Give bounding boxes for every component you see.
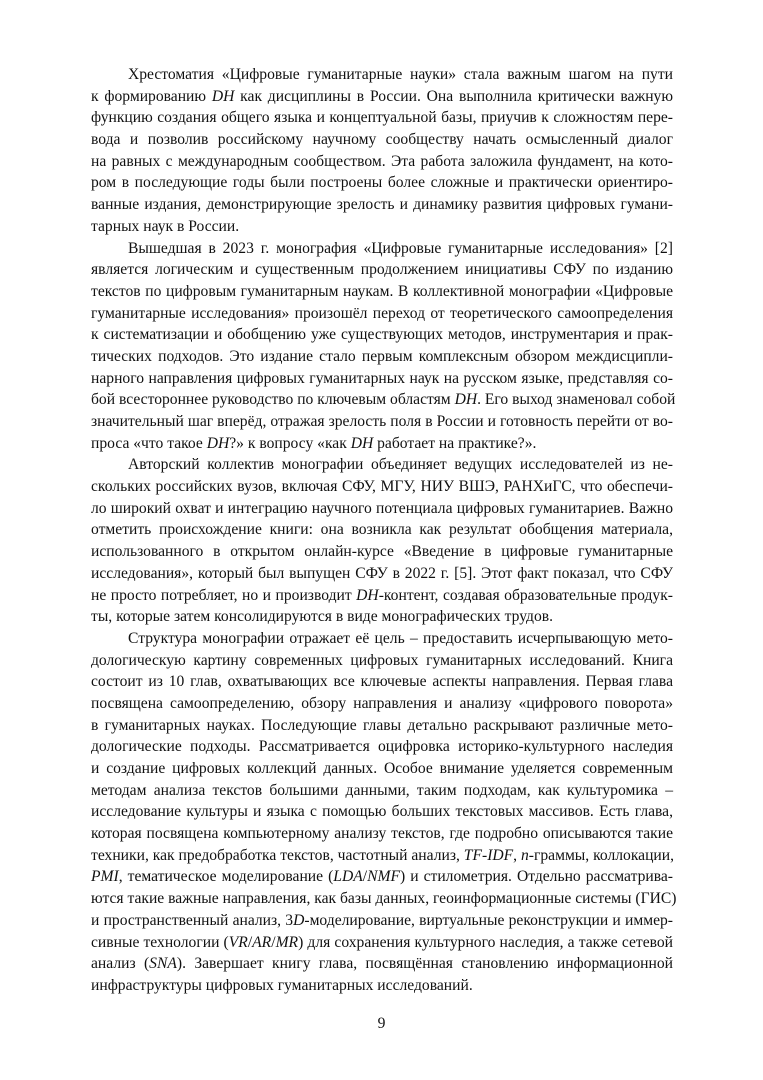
text-line: текстов по цифровым гуманитарным наукам. В коллективной монографии «Цифровые bbox=[91, 282, 673, 300]
text-line: использованного в открытом онлайн-курсе «Введение в цифровые гуманитарные bbox=[91, 543, 673, 561]
text-line: вода и позволив российскому научному сообществу начать осмысленный диалог bbox=[91, 131, 673, 149]
text-line: исследования», который был выпущен СФУ в 2022 г. [5]. Этот факт показал, что СФУ bbox=[91, 564, 673, 582]
text-line: сивные технологии (VR/AR/MR) для сохранения культурного наследия, а также сетевой bbox=[91, 933, 674, 951]
paragraph bbox=[91, 454, 673, 628]
text-line: Структура монографии отражает её цель – предоставить исчерпывающую мето- bbox=[128, 629, 673, 647]
text-line: и создание цифровых коллекций данных. Особое внимание уделяется современным bbox=[91, 760, 673, 777]
text-line: ло широкий охват и интеграцию научного потенциала цифровых гуманитариев. Важно bbox=[91, 499, 673, 517]
page-number: 9 bbox=[377, 1015, 386, 1032]
text-line: функцию создания общего языка и концептуальной базы, приучив к сложностям пере- bbox=[91, 109, 673, 127]
text-line: исследование культуры и языка с помощью больших текстовых массивов. Есть глава, bbox=[91, 803, 673, 821]
text-line: на равных с международным сообществом. Эта работа заложила фундамент, на кото- bbox=[91, 152, 673, 170]
text-line: проса «что такое DH?» к вопросу «как DH работает на практике?». bbox=[91, 434, 537, 452]
text-line: состоит из 10 глав, охватывающих все ключевые аспекты направления. Первая глава bbox=[91, 673, 673, 691]
text-line: Вышедшая в 2023 г. монография «Цифровые гуманитарные исследования» [2] bbox=[128, 239, 673, 257]
text-line: ванные издания, демонстрирующие зрелость и динамику развития цифровых гумани- bbox=[91, 196, 673, 214]
paragraph bbox=[91, 628, 677, 997]
text-line: анализ (SNA). Завершает книгу глава, посвящённая становлению информационной bbox=[91, 955, 674, 973]
text-line: к формированию DH как дисциплины в России. Она выполнила критически важную bbox=[91, 87, 674, 105]
text-line: гуманитарные исследования» произошёл переход от теоретического самоопределения bbox=[91, 304, 673, 322]
text-line: ются такие важные направления, как базы данных, геоинформационные системы (ГИС) bbox=[91, 890, 677, 908]
text-line: PMI, тематическое моделирование (LDA/NMF) и стилометрия. Отдельно рассматрива- bbox=[91, 868, 673, 886]
text-line: и пространственный анализ, 3D-моделирование, виртуальные реконструкции и иммер- bbox=[91, 911, 673, 929]
text-line: отметить происхождение книги: она возникла как результат обобщения материала, bbox=[91, 521, 673, 539]
text-line: тических подходов. Это издание стало первым комплексным обзором междисципли- bbox=[91, 347, 673, 365]
text-line: ты, которые затем консолидируются в виде монографических трудов. bbox=[91, 608, 554, 626]
text-line: ром в последующие годы были построены более сложные и практически ориентиро- bbox=[91, 174, 673, 192]
paragraph bbox=[91, 64, 673, 238]
paragraph bbox=[91, 238, 676, 455]
text-line: бой всестороннее руководство по ключевым областям DH. Его выход знаменовал собой bbox=[91, 391, 676, 409]
text-line: тарных наук в России. bbox=[91, 217, 240, 235]
text-line: является логическим и существенным продолжением инициативы СФУ по изданию bbox=[91, 261, 673, 279]
text-line: инфраструктуры цифровых гуманитарных исследований. bbox=[91, 976, 473, 994]
document-body bbox=[91, 64, 677, 997]
text-line: к систематизации и обобщению уже существующих методов, инструментария и прак- bbox=[91, 326, 673, 344]
text-line: значительный шаг вперёд, отражая зрелость поля в России и готовность перейти от во- bbox=[91, 413, 673, 430]
text-line: Хрестоматия «Цифровые гуманитарные науки» стала важным шагом на пути bbox=[128, 66, 673, 83]
text-line: не просто потребляет, но и производит DH-контент, создавая образовательные продук- bbox=[91, 586, 673, 604]
text-line: нарного направления цифровых гуманитарных наук на русском языке, представляя со- bbox=[91, 369, 673, 387]
text-line: которая посвящена компьютерному анализу текстов, где подробно описываются такие bbox=[91, 825, 673, 843]
text-line: скольких российских вузов, включая СФУ, МГУ, НИУ ВШЭ, РАНХиГС, что обеспечи- bbox=[91, 478, 673, 496]
text-line: посвящена самоопределению, обзору направления и анализу «цифрового поворота» bbox=[91, 694, 673, 712]
text-line: техники, как предобработка текстов, частотный анализ, TF-IDF, n-граммы, коллокации, bbox=[91, 846, 675, 864]
text-line: в гуманитарных науках. Последующие главы детально раскрывают различные мето- bbox=[91, 716, 673, 734]
text-line: методам анализа текстов большими данными, таким подходам, как культуромика – bbox=[91, 781, 673, 799]
text-line: дологическую картину современных цифровых гуманитарных исследований. Книга bbox=[91, 651, 673, 669]
text-line: Авторский коллектив монографии объединяет ведущих исследователей из не- bbox=[128, 456, 673, 474]
text-line: дологические подходы. Рассматривается оцифровка историко-культурного наследия bbox=[91, 738, 673, 756]
